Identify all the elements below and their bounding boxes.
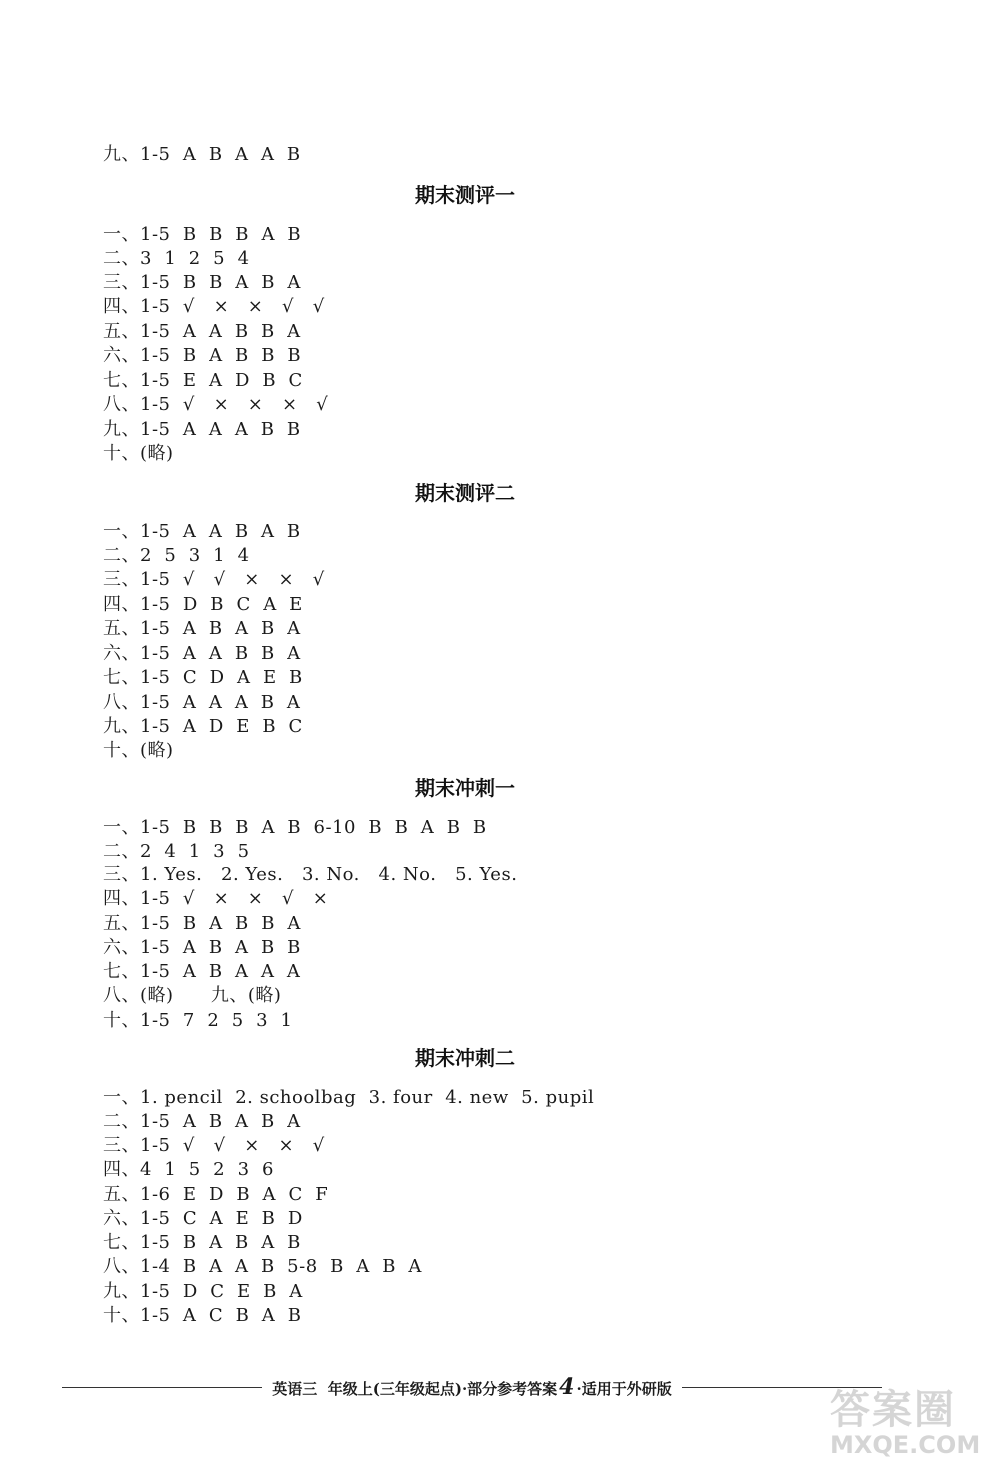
answer-line: 六、1-5 A B A B B (103, 937, 301, 958)
answer-line: 六、1-5 C A E B D (103, 1208, 303, 1229)
answer-line: 一、1-5 B B B A B (103, 224, 302, 245)
answer-line: 五、1-5 A A B B A (103, 321, 301, 342)
answer-line: 六、1-5 A A B B A (103, 643, 301, 664)
answer-line: 三、1. Yes. 2. Yes. 3. No. 4. No. 5. Yes. (103, 864, 518, 885)
answer-line: 一、1-5 B B B A B 6-10 B B A B B (103, 817, 487, 838)
answer-line: 九、1-5 A B A A B (103, 144, 301, 165)
watermark-url: MXQE.COM (830, 1431, 981, 1459)
answer-line: 八、(略) 九、(略) (103, 985, 282, 1006)
footer-answer-label: ·部分参考答案 (461, 1380, 558, 1398)
answer-line: 十、(略) (103, 443, 174, 464)
answer-line: 一、1-5 A A B A B (103, 521, 301, 542)
section-heading-final-sprint-2: 期末冲刺二 (415, 1046, 515, 1070)
answer-line: 十、(略) (103, 740, 174, 761)
answer-line: 三、1-5 B B A B A (103, 272, 301, 293)
answer-line: 二、3 1 2 5 4 (103, 248, 250, 269)
footer-book-title: 英语三 年级上(三年级起点) (272, 1380, 462, 1398)
answer-line: 四、1-5 √ × × √ × (103, 888, 329, 909)
answer-line: 七、1-5 A B A A A (103, 961, 301, 982)
watermark-title: 答案圈 (830, 1387, 956, 1433)
section-heading-final-test-1: 期末测评一 (415, 183, 515, 207)
answer-line: 十、1-5 A C B A B (103, 1305, 302, 1326)
section-heading-final-sprint-1: 期末冲刺一 (415, 776, 515, 800)
answer-line: 八、1-4 B A A B 5-8 B A B A (103, 1256, 422, 1277)
answer-line: 七、1-5 C D A E B (103, 667, 303, 688)
answer-line: 四、4 1 5 2 3 6 (103, 1159, 274, 1180)
footer-text (262, 1374, 681, 1400)
answer-line: 九、1-5 A D E B C (103, 716, 303, 737)
answer-line: 二、2 4 1 3 5 (103, 841, 250, 862)
answer-line: 一、1. pencil 2. schoolbag 3. four 4. new 5. pupil (103, 1087, 595, 1108)
footer-edition: ·适用于外研版 (576, 1380, 672, 1398)
page-footer (62, 1372, 882, 1402)
answer-line: 五、1-5 B A B B A (103, 913, 301, 934)
page-number: 4 (559, 1374, 575, 1400)
answer-line: 七、1-5 E A D B C (103, 370, 303, 391)
answer-line: 十、1-5 7 2 5 3 1 (103, 1010, 293, 1031)
answer-line: 四、1-5 √ × × √ √ (103, 296, 325, 317)
answer-line: 九、1-5 A A A B B (103, 419, 301, 440)
answer-line: 六、1-5 B A B B B (103, 345, 302, 366)
answer-line: 四、1-5 D B C A E (103, 594, 303, 615)
answer-line: 三、1-5 √ √ × × √ (103, 1135, 325, 1156)
answer-line: 八、1-5 A A A B A (103, 692, 301, 713)
answer-line: 八、1-5 √ × × × √ (103, 394, 329, 415)
answer-line: 二、2 5 3 1 4 (103, 545, 250, 566)
answer-line: 三、1-5 √ √ × × √ (103, 569, 325, 590)
answer-line: 五、1-5 A B A B A (103, 618, 301, 639)
answer-line: 二、1-5 A B A B A (103, 1111, 301, 1132)
answer-line: 九、1-5 D C E B A (103, 1281, 303, 1302)
answer-line: 五、1-6 E D B A C F (103, 1184, 329, 1205)
section-heading-final-test-2: 期末测评二 (415, 481, 515, 505)
answer-line: 七、1-5 B A B A B (103, 1232, 301, 1253)
footer-rule-left (62, 1387, 262, 1388)
watermark-logo (830, 1378, 980, 1468)
